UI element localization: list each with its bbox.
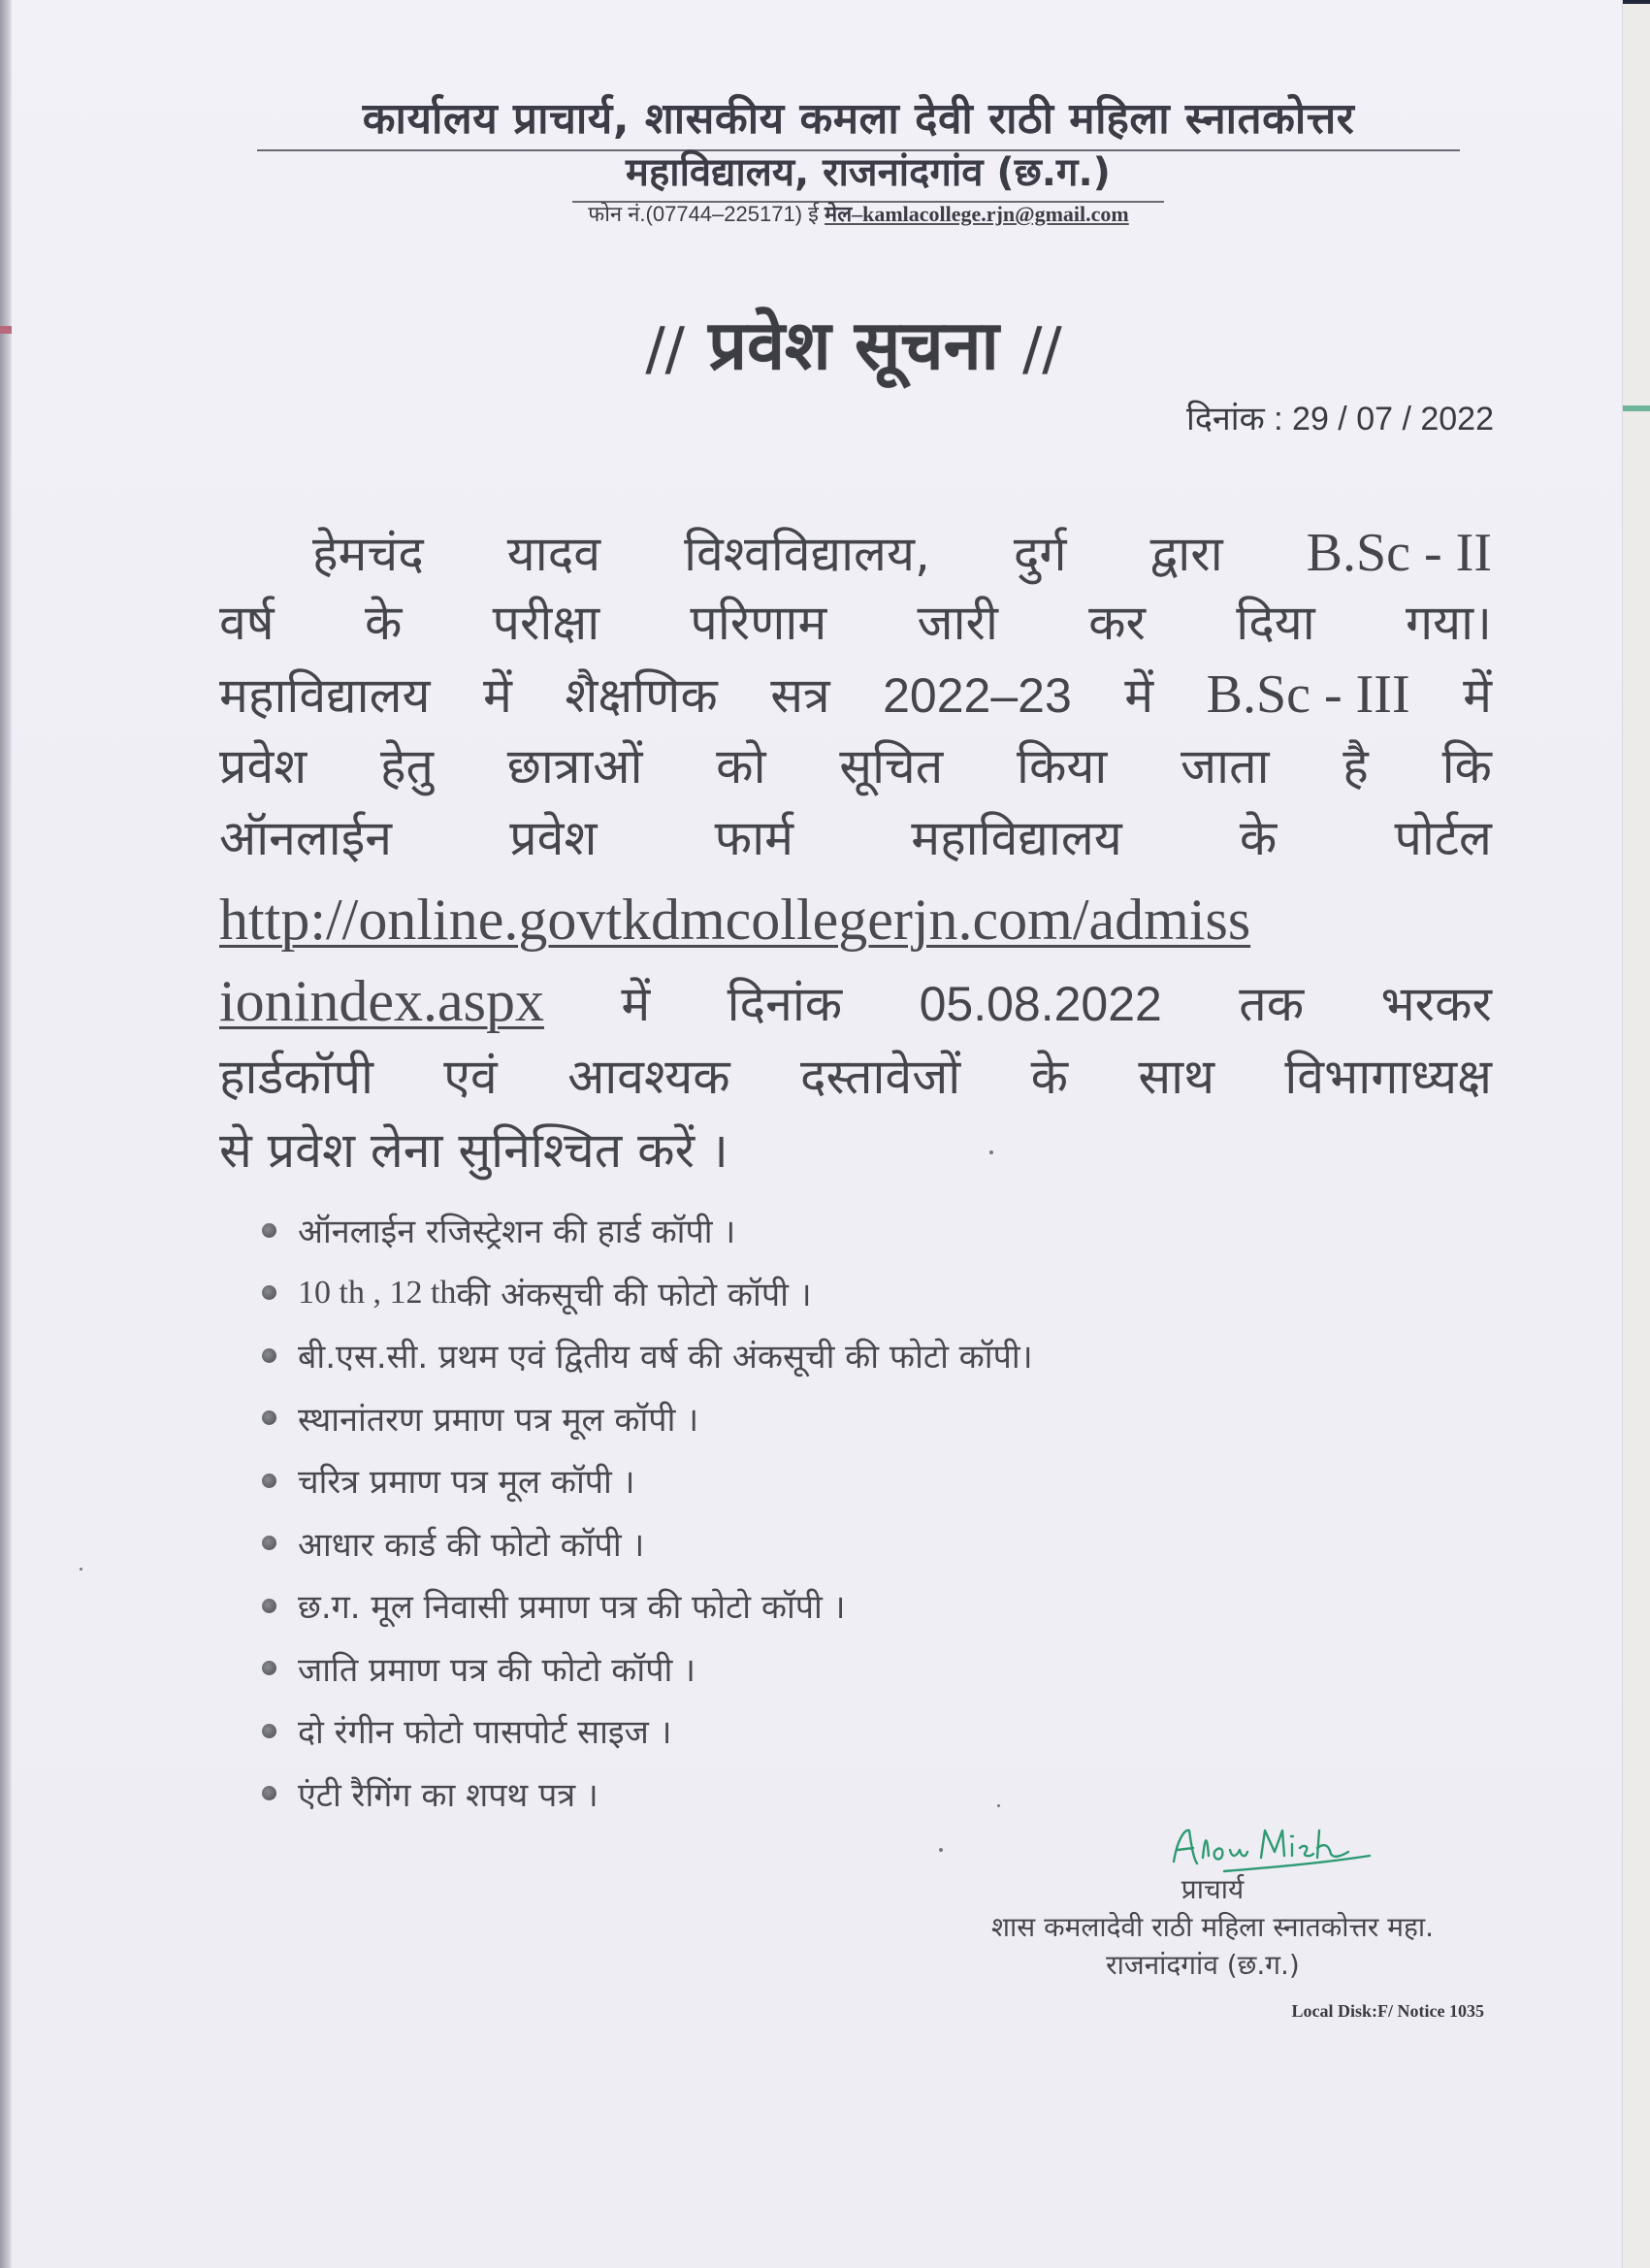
scan-left-edge [0, 0, 12, 2268]
item-text: की अंकसूची की फोटो कॉपी । [456, 1275, 812, 1314]
word: एवं [443, 1049, 498, 1105]
list-item [262, 1637, 1033, 1701]
bullet-icon [262, 1536, 276, 1550]
list-item [262, 1324, 1033, 1387]
principal-signature [1164, 1819, 1377, 1877]
word: आवश्यक [567, 1049, 730, 1105]
scan-edge-dark [1623, 0, 1650, 4]
bullet-icon [262, 1410, 276, 1425]
word: हेमचंद [312, 526, 424, 582]
notice-title [534, 296, 1174, 389]
title-text: प्रवेश सूचना [708, 306, 999, 385]
word: कि [1441, 738, 1492, 794]
admission-portal-link[interactable]: http://online.govtkdmcollegerjn.com/admiss [219, 888, 1251, 952]
bullet-icon [262, 1786, 276, 1800]
word: विश्वविद्यालय, [684, 526, 930, 582]
body-line-9: से प्रवेश लेना सुनिश्चित करें । [219, 1122, 728, 1179]
bullet-icon [262, 1285, 276, 1300]
body-line-6 [219, 885, 1492, 955]
list-item [262, 1763, 1033, 1826]
list-item [262, 1574, 1033, 1637]
list-item [262, 1512, 1033, 1575]
word: कर [1088, 595, 1147, 651]
list-item [262, 1449, 1033, 1512]
word: महाविद्यालय [219, 667, 431, 724]
item-text: एंटी रैगिंग का शपथ पत्र । [298, 1775, 599, 1815]
scan-right-edge [1622, 0, 1650, 2268]
title-slash-left: // [645, 315, 685, 383]
item-text: बी.एस.सी. प्रथम एवं द्वितीय वर्ष की अंकसूची की फोटो कॉपी। [298, 1338, 1033, 1377]
bullet-icon [262, 1661, 276, 1675]
item-text: स्थानांतरण प्रमाण पत्र मूल कॉपी । [298, 1400, 699, 1440]
word: यादव [506, 526, 601, 582]
word: में [621, 976, 651, 1032]
word: के [1239, 810, 1278, 866]
word: शैक्षणिक [565, 667, 718, 724]
signatory-institution: शास कमलादेवी राठी महिला स्नातकोत्तर महा. [991, 1911, 1434, 1943]
body-line-8 [219, 1042, 1492, 1112]
word: साथ [1138, 1049, 1215, 1105]
word: छात्राओं [506, 738, 643, 794]
item-text: आधार कार्ड की फोटो कॉपी । [298, 1525, 645, 1565]
word: फार्म [714, 810, 794, 866]
list-item [262, 1387, 1033, 1450]
word: के [1030, 1049, 1068, 1105]
item-prefix: 10 th , 12 th [298, 1274, 457, 1311]
word: द्वारा [1149, 526, 1223, 582]
word: में [1124, 667, 1154, 724]
body-line-4 [219, 731, 1492, 801]
scan-edge-stripe [1623, 405, 1650, 411]
course-name: B.Sc - III [1206, 664, 1410, 725]
list-item [262, 1262, 1033, 1325]
word: में [482, 667, 512, 724]
word: प्रवेश [509, 810, 598, 866]
signatory-city: राजनांदगांव (छ.ग.) [1106, 1949, 1300, 1981]
word: विभागाध्यक्ष [1284, 1049, 1492, 1105]
letterhead-contact [509, 199, 1208, 228]
letterhead-line-2: महाविद्यालय, राजनांदगांव (छ.ग.) [572, 144, 1164, 203]
body-line-3 [219, 660, 1492, 729]
title-slash-right: // [1022, 315, 1062, 383]
body-line-5 [219, 803, 1492, 873]
bullet-icon [262, 1474, 276, 1488]
list-item [262, 1199, 1033, 1262]
file-reference: Local Disk:F/ Notice 1035 [1291, 2001, 1484, 2021]
body-line-1 [312, 518, 1492, 588]
course-name: B.Sc - II [1306, 523, 1492, 583]
word: गया। [1405, 595, 1492, 651]
word: महाविद्यालय [911, 810, 1122, 866]
word: दिनांक [727, 976, 843, 1032]
word: परिणाम [690, 595, 827, 651]
notice-date: दिनांक : 29 / 07 / 2022 [1186, 401, 1494, 437]
word: प्रवेश [219, 738, 307, 794]
letterhead-line-1: कार्यालय प्राचार्य, शासकीय कमला देवी राठी महिला स्नातकोत्तर [257, 87, 1460, 151]
phone-number: फोन नं.(07744–225171) ई [588, 202, 825, 226]
word: जारी [917, 595, 998, 651]
admission-portal-link-cont[interactable]: ionindex.aspx [219, 969, 544, 1033]
list-item [262, 1700, 1033, 1763]
bullet-icon [262, 1348, 276, 1363]
word: परीक्षा [492, 595, 600, 651]
word: सूचित [839, 738, 944, 794]
word: जाता [1181, 738, 1270, 794]
scan-edge-mark [0, 326, 12, 334]
last-date: 05.08.2022 [919, 977, 1162, 1031]
item-text: ऑनलाईन रजिस्ट्रेशन की हार्ड कॉपी । [298, 1213, 736, 1252]
word: हेतु [379, 738, 435, 794]
signatory-designation: प्राचार्य [1181, 1873, 1245, 1905]
bullet-icon [262, 1223, 276, 1238]
word: दुर्ग [1013, 526, 1067, 582]
word: में [1463, 667, 1492, 724]
body-line-7 [219, 966, 1492, 1036]
item-text: चरित्र प्रमाण पत्र मूल कॉपी । [298, 1463, 635, 1503]
email-address: मेल–kamlacollege.rjn@gmail.com [825, 202, 1129, 226]
word: सत्र [770, 667, 830, 724]
word: पोर्टल [1394, 810, 1492, 866]
body-line-2 [219, 588, 1492, 658]
word: ऑनलाईन [219, 810, 393, 866]
word: किया [1017, 738, 1108, 794]
word: वर्ष [219, 595, 275, 651]
bullet-icon [262, 1724, 276, 1738]
word: है [1343, 738, 1369, 794]
word: के [364, 595, 403, 651]
word: हार्डकॉपी [219, 1049, 373, 1105]
required-documents-list [262, 1199, 1033, 1825]
item-text: छ.ग. मूल निवासी प्रमाण पत्र की फोटो कॉपी । [298, 1588, 846, 1628]
word: तक [1239, 976, 1305, 1032]
session-year: 2022–23 [883, 668, 1072, 723]
word: दिया [1236, 595, 1315, 651]
word: को [716, 738, 766, 794]
bullet-icon [262, 1599, 276, 1613]
item-text: जाति प्रमाण पत्र की फोटो कॉपी । [298, 1650, 696, 1690]
word: दस्तावेजों [799, 1049, 961, 1105]
word: भरकर [1380, 976, 1492, 1032]
item-text: दो रंगीन फोटो पासपोर्ट साइज । [298, 1713, 672, 1753]
